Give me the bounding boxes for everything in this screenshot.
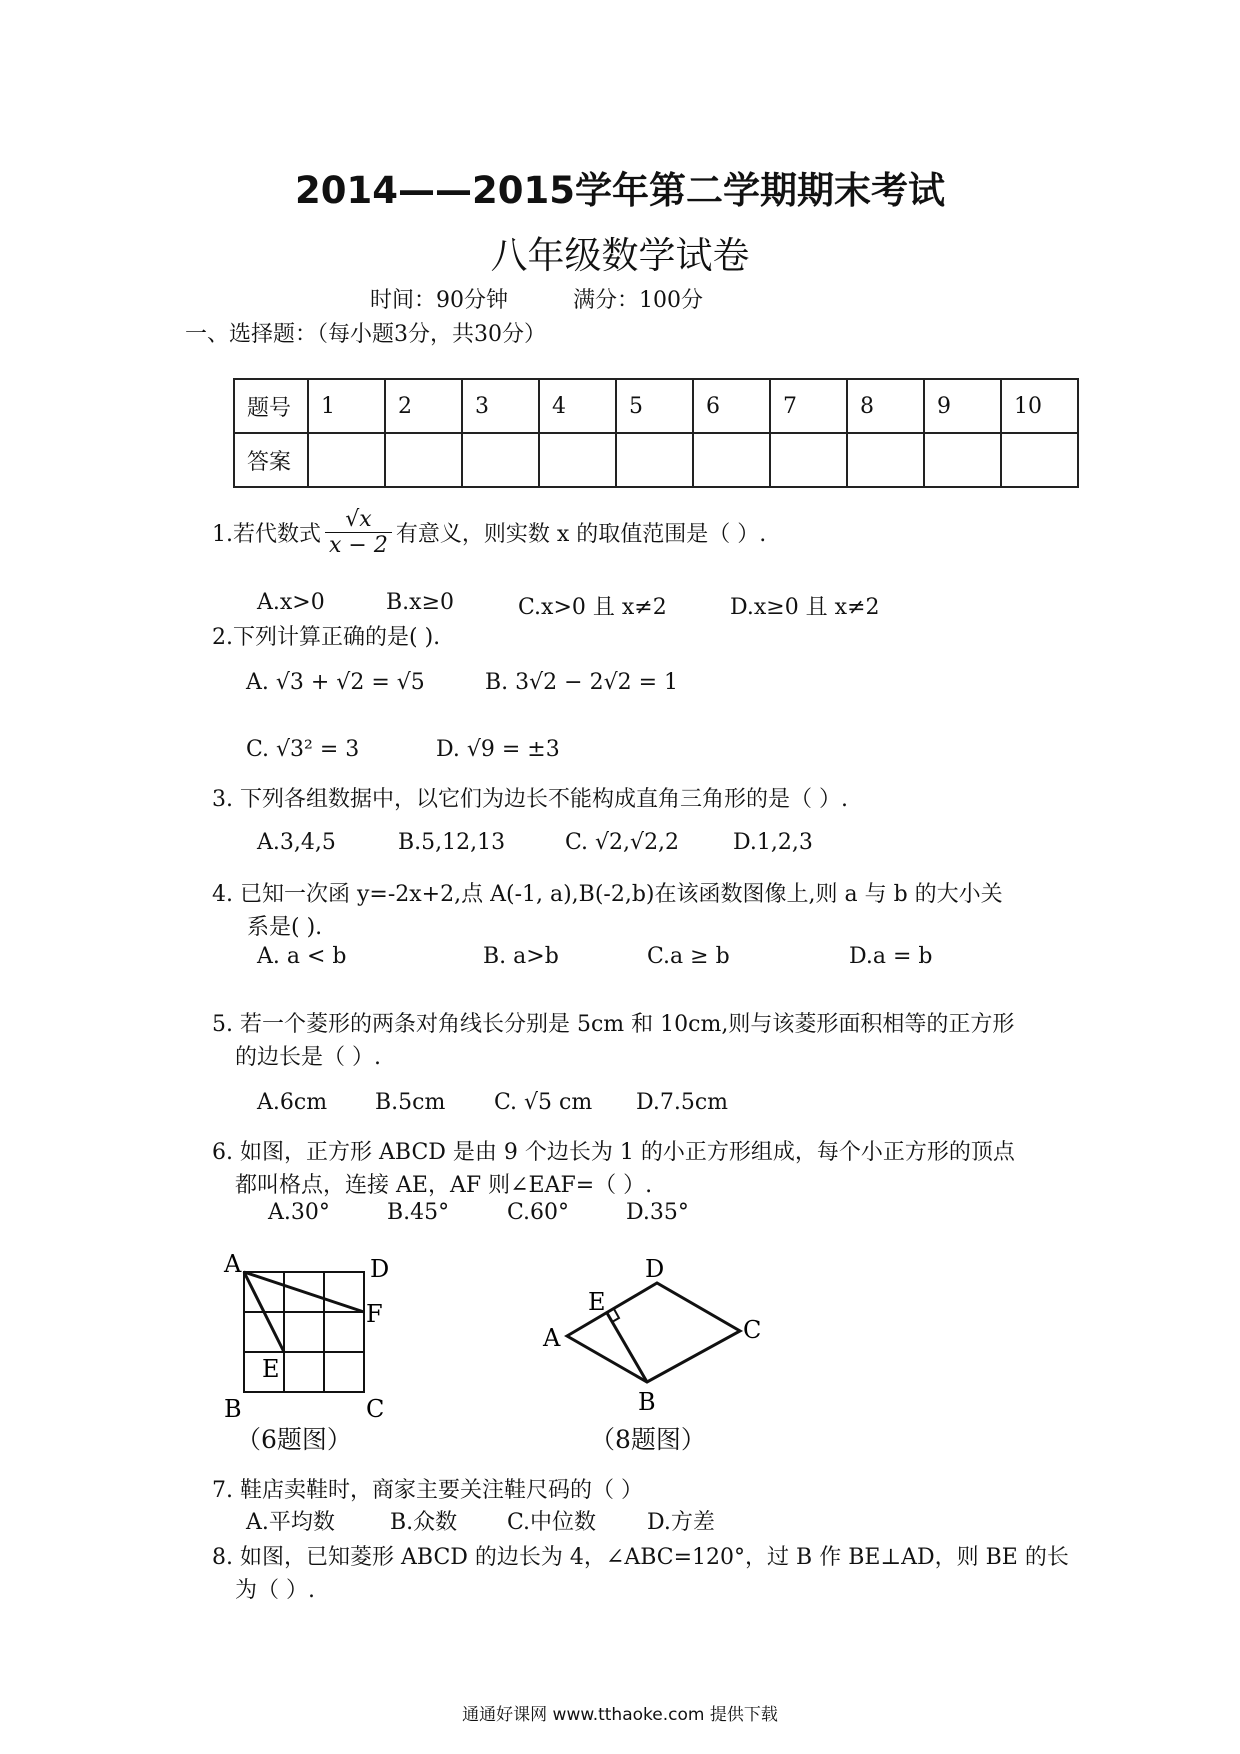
q3-option-c: C. √2,√2,2 — [565, 830, 680, 855]
q1-option-c: C.x>0 且 x≠2 — [518, 595, 667, 620]
figure-8-label-a: A — [543, 1324, 561, 1352]
table-cell-number: 4 — [539, 379, 616, 433]
figure-8-right-angle-mark — [612, 1309, 619, 1322]
q1-option-b: B.x≥0 — [386, 590, 454, 615]
figure-6-label-d: D — [370, 1255, 390, 1283]
question-8-line-1: 8. 如图，已知菱形 ABCD 的边长为 4，∠ABC=120°，过 B 作 BE⊥AD，则 BE 的长 — [212, 1545, 1069, 1570]
exam-score: 满分：100分 — [573, 288, 703, 313]
q7-option-c: C.中位数 — [507, 1510, 597, 1535]
q4-option-d: D.a = b — [849, 944, 933, 969]
table-label-number: 题号 — [234, 379, 308, 433]
question-4-line-1: 4. 已知一次函 y=-2x+2,点 A(-1, a),B(-2,b)在该函数图像上,则 a 与 b 的大小关 — [212, 882, 1003, 907]
q6-option-c: C.60° — [507, 1200, 570, 1225]
table-cell-number: 5 — [616, 379, 693, 433]
answer-cell[interactable] — [308, 433, 385, 487]
question-1 — [212, 507, 766, 558]
table-cell-number: 10 — [1001, 379, 1078, 433]
answer-cell[interactable] — [385, 433, 462, 487]
q4-option-a: A. a < b — [257, 944, 347, 969]
q1-prefix: 1.若代数式 — [212, 522, 321, 547]
exam-title: 2014——2015学年第二学期期末考试 — [295, 169, 945, 212]
figure-8-label-d: D — [645, 1255, 665, 1283]
q6-option-d: D.35° — [626, 1200, 689, 1225]
question-5-line-1: 5. 若一个菱形的两条对角线长分别是 5cm 和 10cm,则与该菱形面积相等的正方形 — [212, 1012, 1015, 1037]
question-6-line-1: 6. 如图，正方形 ABCD 是由 9 个边长为 1 的小正方形组成，每个小正方形的顶点 — [212, 1140, 1015, 1165]
question-6-line-2: 都叫格点，连接 AE，AF 则∠EAF=（ ）. — [235, 1173, 653, 1198]
answer-cell[interactable] — [1001, 433, 1078, 487]
figure-8 — [535, 1250, 785, 1425]
q7-option-d: D.方差 — [647, 1510, 715, 1535]
q2-option-a: A. √3 + √2 = √5 — [246, 670, 425, 695]
q1-option-d: D.x≥0 且 x≠2 — [730, 595, 880, 620]
table-label-answer: 答案 — [234, 433, 308, 487]
question-4-line-2: 系是( ). — [247, 915, 323, 940]
q1-option-a: A.x>0 — [257, 590, 325, 615]
section-heading: 一、选择题：（每小题3分，共30分） — [185, 322, 546, 347]
figure-6-label-c: C — [366, 1395, 385, 1423]
q5-option-a: A.6cm — [257, 1090, 328, 1115]
figure-8-label-c: C — [743, 1316, 762, 1344]
figure-6-label-a: A — [224, 1250, 242, 1278]
answer-cell[interactable] — [462, 433, 539, 487]
table-cell-number: 8 — [847, 379, 924, 433]
figure-8-caption: （8题图） — [590, 1425, 706, 1454]
answer-cell[interactable] — [693, 433, 770, 487]
figure-6 — [220, 1245, 420, 1435]
q3-option-a: A.3,4,5 — [257, 830, 336, 855]
q5-option-d: D.7.5cm — [636, 1090, 729, 1115]
answer-cell[interactable] — [770, 433, 847, 487]
table-cell-number: 9 — [924, 379, 1001, 433]
question-7: 7. 鞋店卖鞋时，商家主要关注鞋尺码的（ ） — [212, 1478, 643, 1503]
q1-fraction — [325, 507, 392, 558]
figure-6-label-e: E — [262, 1355, 280, 1383]
q4-option-c: C.a ≥ b — [647, 944, 730, 969]
answer-table — [233, 378, 1079, 488]
q1-fraction-denominator: x − 2 — [329, 533, 388, 558]
figure-8-label-b: B — [638, 1388, 656, 1416]
question-8-line-2: 为（ ）. — [235, 1578, 315, 1603]
q2-option-b: B. 3√2 − 2√2 = 1 — [485, 670, 679, 695]
q6-option-a: A.30° — [268, 1200, 330, 1225]
table-cell-number: 1 — [308, 379, 385, 433]
q2-option-d: D. √9 = ±3 — [436, 737, 560, 762]
question-3: 3. 下列各组数据中，以它们为边长不能构成直角三角形的是（ ）. — [212, 787, 848, 812]
figure-8-label-e: E — [588, 1288, 606, 1316]
table-cell-number: 3 — [462, 379, 539, 433]
q3-option-b: B.5,12,13 — [398, 830, 506, 855]
figure-6-label-f: F — [366, 1300, 383, 1328]
exam-time: 时间：90分钟 — [370, 288, 508, 313]
figure-6-caption: （6题图） — [236, 1425, 352, 1454]
q3-option-d: D.1,2,3 — [733, 830, 813, 855]
q6-option-b: B.45° — [387, 1200, 450, 1225]
q7-option-a: A.平均数 — [246, 1510, 335, 1535]
answer-cell[interactable] — [924, 433, 1001, 487]
q5-option-c: C. √5 cm — [494, 1090, 593, 1115]
table-cell-number: 2 — [385, 379, 462, 433]
answer-cell[interactable] — [616, 433, 693, 487]
table-cell-number: 7 — [770, 379, 847, 433]
answer-table-header-row — [234, 379, 1078, 433]
question-5-line-2: 的边长是（ ）. — [235, 1045, 381, 1070]
q4-option-b: B. a>b — [483, 944, 559, 969]
answer-cell[interactable] — [847, 433, 924, 487]
table-cell-number: 6 — [693, 379, 770, 433]
q5-option-b: B.5cm — [375, 1090, 446, 1115]
page-footer: 通通好课网 www.tthaoke.com 提供下载 — [462, 1705, 778, 1725]
q7-option-b: B.众数 — [390, 1510, 458, 1535]
answer-cell[interactable] — [539, 433, 616, 487]
q2-option-c: C. √3² = 3 — [246, 737, 360, 762]
q1-suffix: 有意义，则实数 x 的取值范围是（ ）. — [395, 522, 767, 547]
q1-fraction-numerator: √x — [325, 507, 392, 533]
answer-table-answer-row — [234, 433, 1078, 487]
exam-subtitle: 八年级数学试卷 — [490, 234, 750, 277]
figure-6-label-b: B — [224, 1395, 242, 1423]
question-2: 2.下列计算正确的是( ). — [212, 625, 441, 650]
exam-meta — [370, 283, 703, 314]
